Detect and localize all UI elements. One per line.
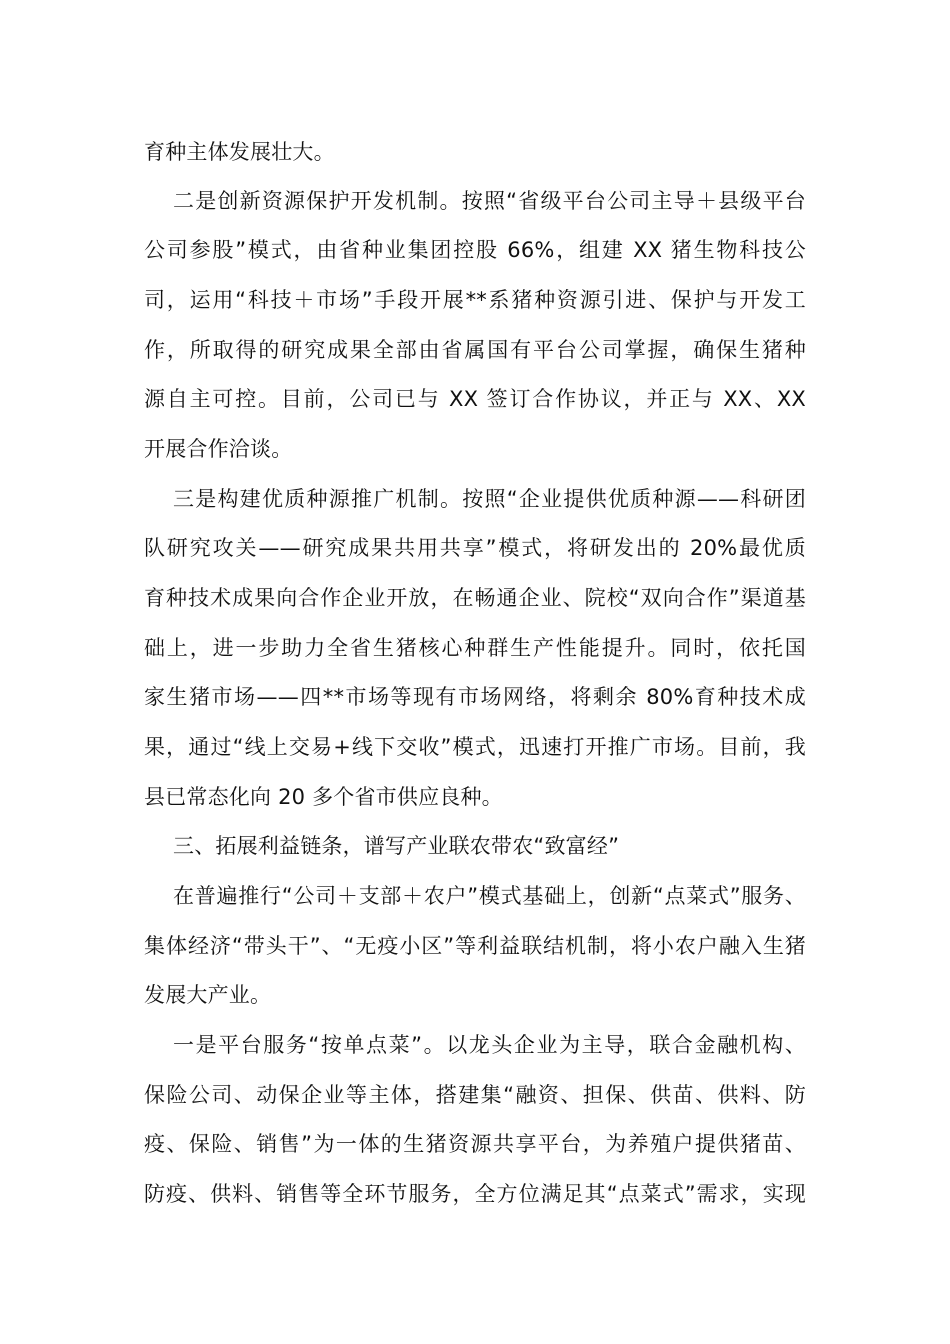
text-line: 公司参股”模式，由省种业集团控股 66%，组建 XX 猪生物科技公 xyxy=(144,238,806,262)
text-line: 源自主可控。目前，公司已与 XX 签订合作协议，并正与 XX、XX xyxy=(144,387,806,411)
text-line: 队研究攻关——研究成果共用共享”模式，将研发出的 20%最优质 xyxy=(144,536,806,560)
text-line: 司，运用“科技＋市场”手段开展**系猪种资源引进、保护与开发工 xyxy=(144,288,806,312)
text-line: 育种主体发展壮大。 xyxy=(144,140,335,164)
text-line: 防疫、供料、销售等全环节服务，全方位满足其“点菜式”需求，实现 xyxy=(144,1182,806,1206)
text-line: 集体经济“带头干”、“无疫小区”等利益联结机制，将小农户融入生猪 xyxy=(144,934,806,958)
text-line: 三是构建优质种源推广机制。按照“企业提供优质种源——科研团 xyxy=(173,487,806,511)
text-line: 二是创新资源保护开发机制。按照“省级平台公司主导＋县级平台 xyxy=(173,189,806,213)
text-line: 果，通过“线上交易+线下交收”模式，迅速打开推广市场。目前，我 xyxy=(144,735,806,759)
text-line: 在普遍推行“公司＋支部＋农户”模式基础上，创新“点菜式”服务、 xyxy=(173,884,806,908)
text-line: 县已常态化向 20 多个省市供应良种。 xyxy=(144,785,503,809)
text-line: 一是平台服务“按单点菜”。以龙头企业为主导，联合金融机构、 xyxy=(173,1033,806,1057)
text-line: 础上，进一步助力全省生猪核心种群生产性能提升。同时，依托国 xyxy=(144,636,806,660)
text-line: 育种技术成果向合作企业开放，在畅通企业、院校“双向合作”渠道基 xyxy=(144,586,806,610)
text-line: 作，所取得的研究成果全部由省属国有平台公司掌握，确保生猪种 xyxy=(144,338,806,362)
text-line: 疫、保险、销售”为一体的生猪资源共享平台，为养殖户提供猪苗、 xyxy=(144,1132,806,1156)
text-line: 开展合作洽谈。 xyxy=(144,437,293,461)
text-line: 发展大产业。 xyxy=(144,983,272,1007)
text-line: 保险公司、动保企业等主体，搭建集“融资、担保、供苗、供料、防 xyxy=(144,1083,806,1107)
text-line: 家生猪市场——四**市场等现有市场网络，将剩余 80%育种技术成 xyxy=(144,685,806,709)
section-heading: 三、拓展利益链条，谱写产业联农带农“致富经” xyxy=(173,834,620,858)
